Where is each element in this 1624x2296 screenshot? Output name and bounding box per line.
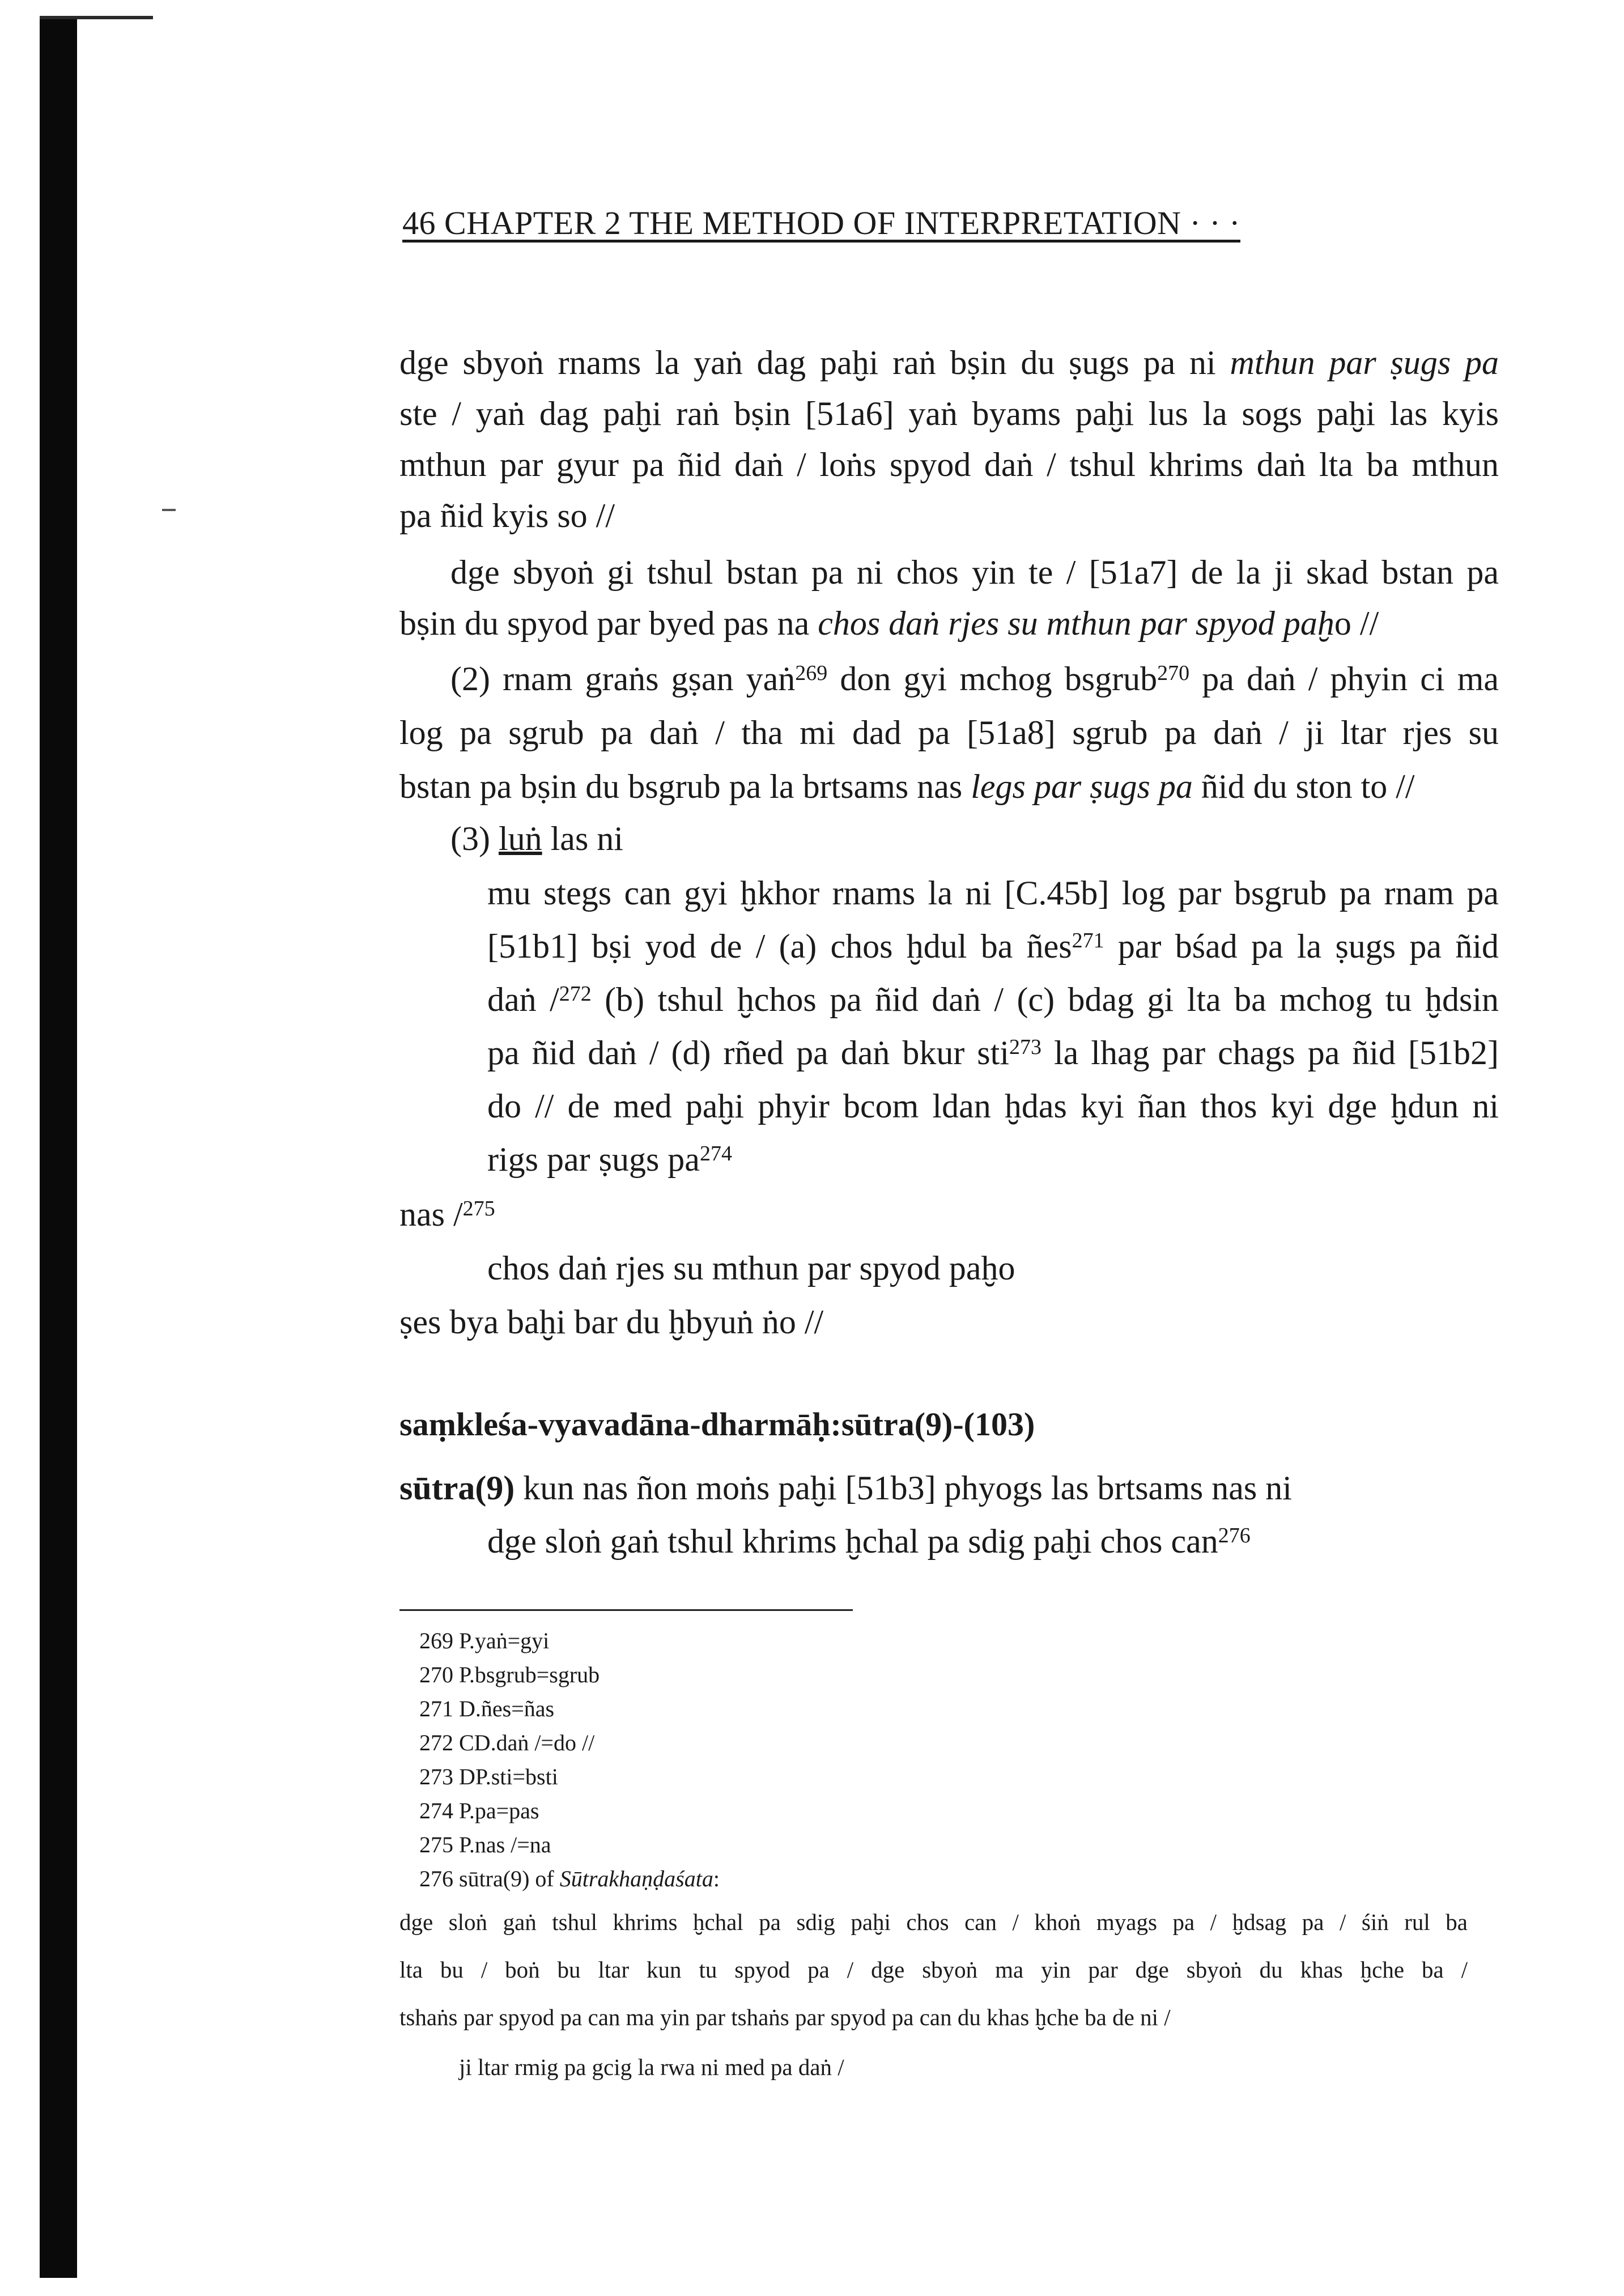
footnote: 274 P.pa=pas <box>419 1798 539 1823</box>
quote-line: do // de med paḫi phyir bcom ldan ḫdas kyi ñan thos kyi dge ḫdun ni <box>487 1087 1499 1125</box>
footnote: 271 D.ñes=ñas <box>419 1696 555 1721</box>
quote-line: rigs par ṣugs $pa^{274}$ <box>487 1141 732 1178</box>
footnote: 269 P.yaṅ=gyi <box>419 1628 550 1653</box>
quote-line: [51b1] bṣi yod de / (a) chos ḫdul ba ñes$^{271}$ par bśad pa la ṣugs pa ñid <box>487 928 1499 965</box>
footnote-body-line: tshaṅs par spyod pa can ma yin par tshaṅs par spyod pa can du khas ḫche ba de ni / <box>399 2004 1171 2030</box>
body-line: bstan pa bṣin du bsgrub pa la brtsams nas legs par ṣugs pa ñid du ston to // <box>399 768 1415 805</box>
footnote-ref: 272 <box>559 982 592 1006</box>
body-line: pa ñid kyis so // <box>399 497 615 534</box>
body-line: bṣin du spyod par byed pas na chos daṅ rjes su mthun par spyod paḫo // <box>399 605 1379 642</box>
footnote: 273 DP.sti=bsti <box>419 1764 558 1789</box>
footnote-ref: 270 <box>1157 661 1190 685</box>
body-line: nas /$^{275}$ <box>399 1196 495 1233</box>
quote-line: mu stegs can gyi ḫkhor rnams la ni [C.45b] log par bsgrub pa rnam pa <box>487 874 1499 912</box>
quote-line: dge sloṅ gaṅ tshul khrims ḫchal pa sdig paḫi chos can$^{276}$ <box>487 1523 1251 1560</box>
body-line: (2) rnam graṅs gṣan yaṅ$^{269}$ don gyi mchog bsgrub$^{270}$ pa daṅ / phyin ci ma <box>450 660 1499 698</box>
body-line: (3) luṅ las ni <box>450 820 623 857</box>
footnote-ref: 275 <box>462 1197 495 1221</box>
footnote-body-line: dge sloṅ gaṅ tshul khrims ḫchal pa sdig paḫi chos can / khoṅ myags pa / ḫdsag pa / śiṅ rul ba <box>399 1909 1468 1935</box>
body-line: dge sbyoṅ rnams la yaṅ dag paḫi raṅ bṣin du ṣugs pa ni mthun par ṣugs pa <box>399 344 1499 381</box>
footnote: 276 sūtra(9) of Sūtrakhaṇḍaśata: <box>419 1866 720 1891</box>
running-header: 46 CHAPTER 2 THE METHOD OF INTERPRETATION · · · <box>402 205 1240 241</box>
section-heading: saṃkleśa-vyavadāna-dharmāḥ:sūtra(9)-(103) <box>399 1406 1035 1443</box>
body-line: dge sbyoṅ gi tshul bstan pa ni chos yin te / [51a7] de la ji skad bstan pa <box>450 554 1499 591</box>
body-line: ṣes bya baḫi bar du ḫbyuṅ ṅo // <box>399 1303 824 1341</box>
scan-edge-mark <box>40 16 153 19</box>
margin-mark <box>162 509 176 511</box>
quote-line: chos daṅ rjes su mthun par spyod paḫo <box>487 1249 1015 1287</box>
footnote-ref: 274 <box>699 1142 732 1166</box>
quote-line: daṅ /$^{272}$ (b) tshul ḫchos pa ñid daṅ / (c) bdag gi lta ba mchog tu ḫdsin <box>487 981 1499 1018</box>
footnote-ref: 273 <box>1009 1035 1041 1059</box>
footnote-body-line: lta bu / boṅ bu ltar kun tu spyod pa / dge sbyoṅ ma yin par dge sbyoṅ du khas ḫche ba / <box>399 1957 1468 1983</box>
scan-edge-bar <box>40 17 77 2278</box>
footnote-ref: 271 <box>1072 929 1104 953</box>
footnote: 270 P.bsgrub=sgrub <box>419 1662 600 1687</box>
footnote-ref: 269 <box>795 661 828 685</box>
footnote: 275 P.nas /=na <box>419 1832 551 1857</box>
footnote-rule <box>399 1609 853 1611</box>
body-line: ste / yaṅ dag paḫi raṅ bṣin [51a6] yaṅ byams paḫi lus la sogs paḫi las kyis <box>399 395 1499 432</box>
body-line: log pa sgrub pa daṅ / tha mi dad pa [51a8] sgrub pa daṅ / ji ltar rjes su <box>399 714 1499 751</box>
quote-line: pa ñid daṅ / (d) rñed pa daṅ bkur sti$^{273}$ la lhag par chags pa ñid [51b2] <box>487 1034 1499 1072</box>
footnote-ref: 276 <box>1218 1524 1251 1547</box>
body-line: sūtra(9) kun nas ñon moṅs paḫi [51b3] phyogs las brtsams nas ni <box>399 1469 1292 1507</box>
footnote: 272 CD.daṅ /=do // <box>419 1730 595 1755</box>
body-line: mthun par gyur pa ñid daṅ / loṅs spyod daṅ / tshul khrims daṅ lta ba mthun <box>399 446 1499 483</box>
footnote-body-line: ji ltar rmig pa gcig la rwa ni med pa daṅ / <box>459 2054 844 2080</box>
